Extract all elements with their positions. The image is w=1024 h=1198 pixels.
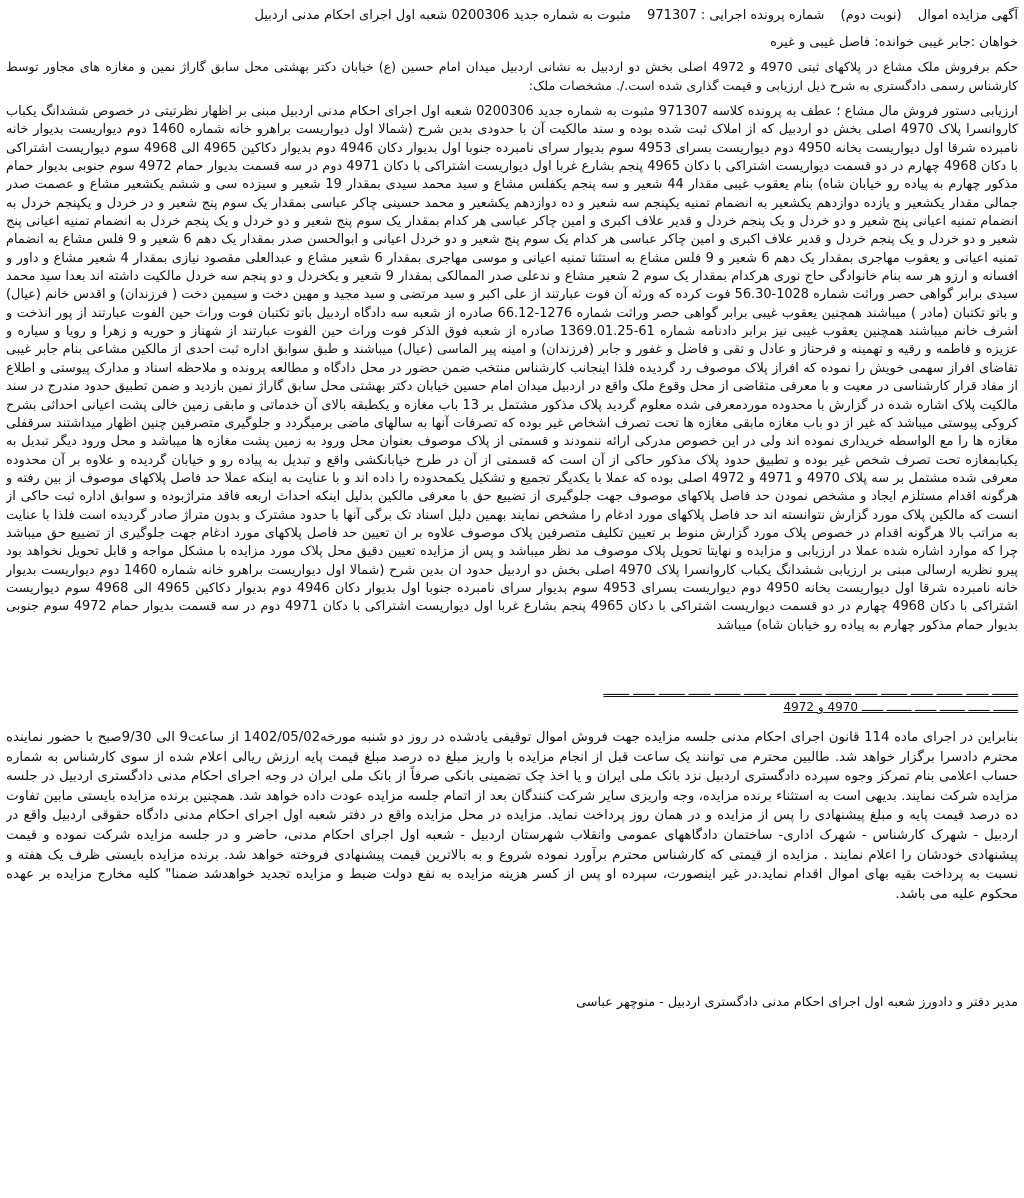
branch-info: مثبوت به شماره جدید 0200306 شعبه اول اجرای احکام مدنی اردبیل <box>254 8 631 23</box>
case-label: شماره پرونده اجرایی : <box>700 8 825 23</box>
parties-line: خواهان :جابر غیبی خوانده: فاصل غیبی و غیره <box>770 35 1018 50</box>
ad-title: آگهی مزایده اموال <box>917 8 1018 23</box>
subject-line-1: ـــــــ ــــــ ـــــــ ــــــ ـــــــ ــــــ ـــــــ ــــــ ـــــــ ــــــ ـــــــ ــــــ ـــــــ ــــــ ـــــــ <box>603 683 1018 698</box>
auction-notice-paragraph: بنابراین در اجرای ماده 114 قانون اجرای احکام مدنی جلسه مزایده جهت فروش اموال توقیفی یادشده در روز دو شنبه مورخه1402/05/02 از ساعت9 الی 9/30صبح با حضور نماینده محترم دادسرا برگزار خواهد شد. طالبین محترم می توانند یک ساعت قبل از انجام مزایده با واریز مبلغ ده درصد مبلغ قیمت پایه ارزش ریالی اعلام شده از سوی کارشناس به شماره حساب اعلامی بنام تمرکز وجوه سپرده دادگستری اردبیل نزد بانک ملی ایران و یا اخذ چک تضمینی بانکی صرفاً از بانک ملی ایران در وجه اجرای احکام مدنی دادگستری اردبیل در جلسه مزایده شرکت نمایند. بدیهی است به استثناء برنده مزایده، وجه واریزی سایر شرکت کنندگان بعد از اتمام جلسه مزایده عودت داده خواهد شد. همچنین برنده مزایده بایستی مابین تفاوت ده درصد قیمت پایه و مبلغ پیشنهادی را پس از مزایده و در همان روز پرداخت نماید. مزایده در محل مزایده واقع در دفتر شعبه اول اجرای احکام مدنی دادگاه حقوقی اردبیل واقع در اردبیل - شهرک کارشناس - شهرک اداری- ساختمان دادگاههای عمومی وانقلاب شهرستان اردبیل - شعبه اول اجرای احکام مدنی، حاضر و در جلسه مزایده شرکت نموده و قیمت پیشنهادی خودشان را اعلام نمایند . مزایده از قیمتی که کارشناس محترم برآورد نموده شروع و به بالاترین قیمت پیشنهادی فروخته خواهد شد. برنده مزایده بایستی ظرف یک هفته و نسبت به پرداخت بقیه بهای اموال اقدام نماید.در غیر اینصورت، سپرده او پس از کسر هزینه مزایده به نفع دولت ضبط و مزایده تجدید خواهدشد ضمنا" کلیه مخارج مزایده بر عهده محکوم علیه می باشد. <box>6 730 1018 902</box>
signature-line: مدیر دفتر و دادورز شعبه اول اجرای احکام مدنی دادگستری اردبیل - منوچهر عباسی <box>576 995 1018 1010</box>
notice-header <box>6 6 1018 25</box>
turn-label: (نوبت دوم) <box>840 8 902 23</box>
auction-notice-page <box>6 4 1018 1194</box>
subject-lines <box>6 682 1018 716</box>
ruling-paragraph: حکم برفروش ملک مشاع در پلاکهای ثبتی 4970 و 4972 اصلی بخش دو اردبیل به نشانی اردبیل میدان امام حسین (ع) خیابان دکتر بهشتی محل سابق گاراژ نمین و مغازه های مجاور توسط کارشناس رسمی دادگستری به شرح ذیل ارزیابی و قیمت گذاری شده است./. مشخصات ملک: <box>6 59 1019 93</box>
case-number: 971307 <box>647 8 697 23</box>
appraisal-body: ارزیابی دستور فروش مال مشاع ؛ عطف به پرونده کلاسه 971307 مثبوت به شماره جدید 0200306 شعبه اول اجرای احکام مدنی اردبیل مبنی بر اظهار نظرتیتی در خصوص ششدانگ یکباب کاروانسرا پلاک 4970 اصلی بخش دو اردبیل که از املاک ثبت شده بوده و سند مالکیت آن با حدودی بدین شرح (شمالا اول دیواریست براهرو خانه شماره 1460 دوم دیواریست بدیوار خانه نامبرده شرقا اول دیواریست بخانه 4950 دوم دیواریست بسرای 4953 سوم بدیوار سرای نامبرده جنوبا اول بدیوار دکان 4946 دوم بدیوار دکاکین 4965 الی 4968 سوم دیواریست اشتراکی با دکان 4968 چهارم در دو قسمت دیواریست اشتراکی با دکان 4965 پنجم بشارع غربا اول دیواریست اشتراکی با دکان 4971 دوم در سه قسمت بدیوار حمام 4972 سوم جنوبی بدیوار حمام مذکور چهارم به پیاده رو خیابان شاه) بنام یعقوب غیبی مقدار 44 شعیر و سه پنجم یکفلس مشاع و سید محمد سیدی بمقدار 19 شعیر و سیزده سی و ششم یکشعیر مشاع و عصمت صدر جمالی مقدار یکشعیر و یازده دوازدهم یکشعیر به انضمام تمنیه یکپنجم سه شعیر و ده دوازدهم یکشعیر و محمد حسینی چاکر عباسی بمقدار یک سوم پنج شعیر و در خردل و یکپنجم خردل به انضمام تمنیه اعیانی پنج شعیر و دو خردل و یک پنجم خردل و قدیر علاف اکبری و امین چاکر عباسی هر کدام بمقدار یک سوم پنج شعیر و دو خردل و یک پنجم خردل به انضمام تمنیه اعیانی پنج شعیر و دو خردل و یک پنجم خردل و قدیر علاف اکبری و امین چاکر عباسی هر کدام یک سوم پنج شعیر و دو خردل اعیانی و ابوالحسن صدر بمقدار یک دهم 6 شعیر و 9 فلس مشاع به انضمام تمنیه اعیانی و یعقوب مهاجری بمقدار یک دهم 6 شعیر و 9 فلس مشاع به استثنا تمنیه اعیانی و موسی مهاجری بمقدار 6 شعیر مشاع و عبدالعلی مقصود نیازی بمقدار 4 شعیر مشاع و داور و افسانه و ارزو هر سه بنام خانوادگی حاج نوری هرکدام بمقدار یک سوم 2 شعیر مشاع و ندعلی صدر الممالکی بمقدار 9 شعیر و یکخردل و دو پنجم سه خردل مالکیت داشته اند بعدا سید محمد سیدی برابر گواهی حصر وراثت شماره 1028-56.30 فوت کرده که ورثه آن فوت عبارتند از علی اکبر و سید مرتضی و سید مجید و مهین دخت و سیمین دخت ( فرزندان) و اقدس خانم (عیال) و باتو تکتبان (مادر ) میباشند همچنین یعقوب غیبی برابر گواهی حصر وراثت شماره 1276-66.12 صادره از شعبه سه دادگاه اردبیل باتو تکتبان فوت وراث حین الفوت عبارتند از پور انذخت و اشرف خانم میباشند همچنین یعقوب غیبی نیز برابر دادنامه شماره 61-1369.01.25 صادره از شعبه فوق الذکر فوت وراث حین الفوت عبارتند از شهناز و حوریه و زهرا و رویا و سیاره و عزیزه و فاطمه و رقیه و تهمینه و فرحناز و عادل و تقی و فاضل و غفور و جابر (فرزندان) و امینه پیر الماسی (عیال) میباشند و طبق سوابق اداره ثبت احدی از مالکین مشاعی بنام جابر غیبی تقاضای افراز سهمی خویش را نموده که افراز پلاک موصوف رد گردیده فلذا اینجانب کارشناس منتخب ضمن حضور در محل دادگاه و مطالعه پرونده و ملاحظه اسناد و مدارک پیوستی و اطلاع از مفاد قرار کارشناسی در معیت و با معرفی متقاضی از محل وقوع ملک واقع در اردبیل میدان امام حسین خیابان دکتر بهشتی محل سابق گاراژ نمین بازدید و ضمن تطبیق حدود مندرج در سند مالکیت پلاک اشاره شده در گزارش با محدوده موردمعرفی شده معلوم گردید پلاک مذکور مشتمل بر 13 باب مغازه و یکطبقه بالای آن خدماتی و مابقی زمین خالی پشت اعیانی احداثی بشرح کروکی پیوستی میباشد که غیر از دو باب مغازه مابقی مغازه ها تحت تصرف اشخاص غیر بوده که تصرفات آنها به سالهای ماضی برمیگردد و جلوگیری متصرفین چنین اظهار میداشتند سرقفلی مغازه ها را مع الواسطه خریداری نموده اند ولی در این خصوص مدرکی ارائه ننمودند و قسمتی از پلاک موصوف بعنوان محل ورود به زمین پشت مغازه ها میباشد و محل ورود دیگر تبدیل به یکبابمغازه تحت تصرف شخص غیر بوده و تطبیق حدود پلاک مذکور حاکی از آن است که قسمتی از آن در طرح خیابانکشی واقع و تبدیل به پیاده رو و خیابان گردیده و علاوه بر آن محدوده معرفی شده مشتمل بر سه پلاک 4970 و 4971 و 4972 اصلی بوده که عملا با یکدیگر تجمیع و تشکیل یکمحدوده را داده اند و با عنایت به اینکه عملا حد فاصل پلاکهای موصوف از بین رفته و هرگونه اقدام مستلزم ایجاد و مشخص نمودن حد فاصل پلاکهای موصوف جهت جلوگیری از تضییع حق با معرفی مالکین بدلیل اینکه احداث اربعه فاقد متراژبوده و سوابق اداره ثبت حاکی از انست که مالکین پلاک مورد گزارش نتوانسته اند حد فاصل پلاکهای مورد ادغام را مشخص نمایند بهمین دلیل اسناد تک برگی آنها با حدود مشترک و بدون متراژ صادر گردیده است فلذا با عنایت به مراتب بالا هرگونه اقدام در خصوص پلاک مورد گزارش منوط بر تعیین تکلیف متصرفین پلاک موصوف علاوه بر ان تعیین حد فاصل پلاکهای مورد ادغام جهت جلوگیری از تضییع حق میباشد چرا که موارد اشاره شده عملا در ارزیابی و مزایده و نهایتا تحویل پلاک موصوف مد نظر میباشد و پس از مزایده تعیین دقیق محل پلاک مورد مزایده با مشکل مواجه و قابل تحویل نخواهد بود پیرو نظریه ارسالی مبنی بر ارزیابی ششدانگ یکباب کاروانسرا پلاک 4970 اصلی بخش دو اردبیل حدود ان بدین شرح (شمالا اول دیواریست براهرو خانه شماره 1460 دوم دیواریست بدیوار خانه نامبرده شرقا اول دیواریست بخانه 4950 دوم دیواریست بسرای 4953 سوم بدیوار سرای نامبرده جنوبا اول بدیوار دکان 4946 دوم بدیوار دکاکین 4965 الی 4968 سوم دیواریست اشتراکی با دکان 4968 چهارم در دو قسمت دیواریست اشتراکی با دکان 4965 پنجم بشارع غربا اول دیواریست اشتراکی با دکان 4971 دوم در سه قسمت بدیوار حمام 4972 سوم جنوبی بدیوار حمام مذکور چهارم به پیاده رو خیابان شاه) میباشد <box>6 104 1018 633</box>
subject-line-2: ـــــــ ــــــ ـــــــ ــــــ ـــــــ ــــــ 4970 و 4972 <box>783 700 1018 714</box>
